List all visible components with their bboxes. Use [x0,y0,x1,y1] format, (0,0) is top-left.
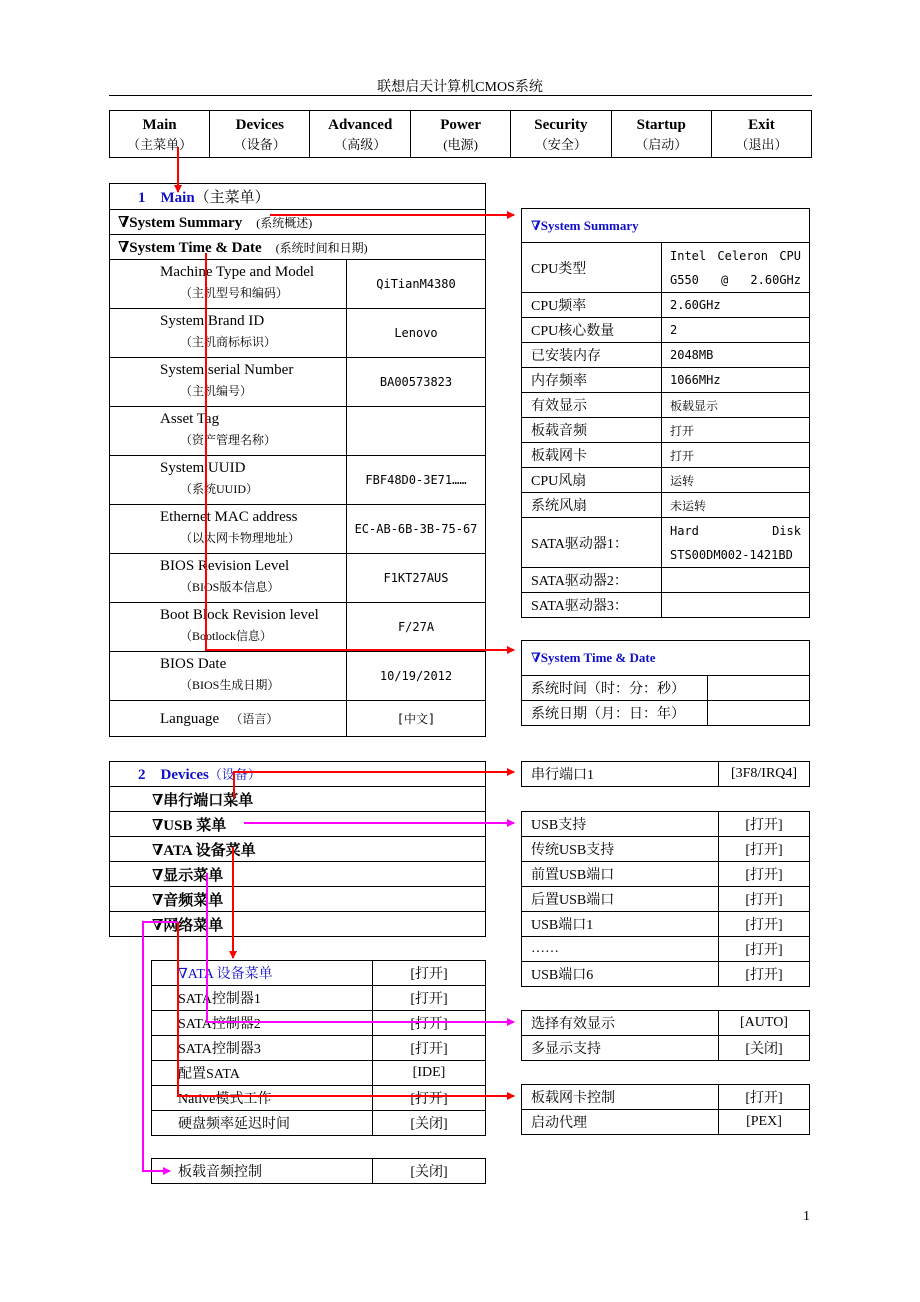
ata-key: SATA控制器3 [152,1036,373,1061]
info-title: System serial Number [160,362,294,378]
ata-value[interactable]: [打开] [373,986,486,1011]
serial-port-label: 串行端口1 [522,762,719,787]
sata1-value: Hard Disk STS00DM002-1421BD [662,518,810,568]
nav-tab-startup[interactable] [611,111,711,158]
summary-title: ∇System Summary [522,209,810,243]
info-title: Asset Tag [160,411,220,427]
language-cn: （语言） [230,711,279,726]
system-time-value[interactable] [708,676,810,701]
system-summary-item[interactable] [110,210,486,235]
nav-tab-exit[interactable] [711,111,811,158]
info-value: FBF48D0-3E71…… [347,456,486,505]
ata-value[interactable]: [IDE] [373,1061,486,1086]
nav-tab-security[interactable] [511,111,611,158]
nav-tab-main[interactable] [110,111,210,158]
audio-table [151,1158,486,1184]
language-label: Language [160,710,220,727]
display-value[interactable]: [AUTO] [719,1011,810,1036]
summary-key: CPU核心数量 [522,318,662,343]
summary-value: 打开 [662,443,810,468]
ata-value[interactable]: [打开] [373,1086,486,1111]
audio-key: 板载音频控制 [152,1159,373,1184]
info-cn: （BIOS生成日期） [180,678,280,692]
nav-label-cn: （安全） [534,137,587,152]
serial-port-value[interactable]: [3F8/IRQ4] [719,762,810,787]
nav-label: Main [142,117,177,133]
display-value[interactable]: [关闭] [719,1036,810,1061]
main-title-cn: （主菜单） [194,190,270,206]
ata-title: ∇ATA 设备菜单 [152,961,373,986]
display-table [521,1010,810,1061]
ata-table [151,960,486,1136]
info-cn: （资产管理名称） [180,433,277,447]
summary-key: CPU频率 [522,293,662,318]
summary-key: 已安装内存 [522,343,662,368]
cpu-type-label: CPU类型 [522,243,662,293]
language-value[interactable]: [中文] [347,701,486,737]
info-cn: （Bootlock信息） [180,629,272,643]
language-row[interactable] [110,701,486,737]
info-cn: （主机型号和编码） [180,286,289,300]
summary-value: 2.60GHz [662,293,810,318]
info-value: BA00573823 [347,358,486,407]
info-title: System Brand ID [160,313,265,329]
sata2-value [662,568,810,593]
usb-table [521,811,810,987]
nav-label-cn: （设备） [233,137,286,152]
summary-value: 2048MB [662,343,810,368]
ata-title-value[interactable]: [打开] [373,961,486,986]
devices-heading [110,762,486,787]
info-row [110,309,486,358]
sata2-label: SATA驱动器2： [522,568,662,593]
system-time-cn: (系统时间和日期) [275,240,368,255]
devices-num: 2 [138,767,146,783]
nav-table [109,110,812,158]
page-number: 1 [803,1209,810,1224]
network-key: 启动代理 [522,1110,719,1135]
system-time-label: 系统时间（时：分：秒） [522,676,708,701]
info-title: Boot Block Revision level [160,607,319,623]
info-value: EC-AB-6B-3B-75-67 [347,505,486,554]
ata-menu-item[interactable]: ∇ATA 设备菜单 [110,837,486,862]
nav-label: Security [534,117,588,133]
main-heading [110,184,486,210]
usb-value[interactable]: [打开] [719,962,810,987]
info-value: F/27A [347,603,486,652]
info-row [110,407,486,456]
system-summary-cn: (系统概述) [256,215,313,230]
ata-key: 配置SATA [152,1061,373,1086]
summary-key: CPU风扇 [522,468,662,493]
nav-label: Devices [235,117,284,133]
system-date-value[interactable] [708,701,810,726]
info-value: Lenovo [347,309,486,358]
display-key: 多显示支持 [522,1036,719,1061]
devices-menu-table [109,761,486,937]
display-key: 选择有效显示 [522,1011,719,1036]
sata3-value [662,593,810,618]
time-date-table [521,640,810,726]
nav-label-cn: （高级） [334,137,387,152]
usb-value[interactable]: [打开] [719,887,810,912]
ata-value[interactable]: [关闭] [373,1111,486,1136]
usb-value[interactable]: [打开] [719,912,810,937]
main-menu-table [109,183,486,737]
timedate-title: ∇System Time & Date [522,641,810,676]
usb-menu-item[interactable]: ∇USB 菜单 [110,812,486,837]
usb-value[interactable]: [打开] [719,862,810,887]
info-title: Ethernet MAC address [160,509,298,525]
info-value: 10/19/2012 [347,652,486,701]
system-time-label: ∇System Time & Date [118,239,262,256]
info-row [110,260,486,309]
system-summary-label: ∇System Summary [118,214,243,231]
summary-key: 内存频率 [522,368,662,393]
ata-key: Native模式工作 [152,1086,373,1111]
cpu-type-value: Intel Celeron CPU G550 @ 2.60GHz [662,243,810,293]
info-row [110,554,486,603]
nav-tab-devices[interactable] [210,111,310,158]
summary-key: 板载音频 [522,418,662,443]
summary-value: 运转 [662,468,810,493]
summary-value: 打开 [662,418,810,443]
display-menu-item[interactable]: ∇显示菜单 [110,862,486,887]
nav-label: Exit [748,117,775,133]
nav-label: Startup [636,117,686,133]
devices-title-cn: （设备） [208,767,261,782]
usb-value[interactable]: [打开] [719,812,810,837]
usb-value[interactable]: [打开] [719,837,810,862]
page-title: 联想启天计算机CMOS系统 [377,80,543,95]
summary-key: 有效显示 [522,393,662,418]
info-row [110,652,486,701]
ata-key: 硬盘频率延迟时间 [152,1111,373,1136]
network-table [521,1084,810,1135]
network-value[interactable]: [打开] [719,1085,810,1110]
ata-value[interactable]: [打开] [373,1011,486,1036]
info-row [110,505,486,554]
nav-label-cn: （启动） [635,137,688,152]
info-row [110,603,486,652]
audio-menu-item[interactable]: ∇音频菜单 [110,887,486,912]
summary-value: 板载显示 [662,393,810,418]
info-value [347,407,486,456]
info-value: F1KT27AUS [347,554,486,603]
serial-menu-item[interactable]: ∇串行端口菜单 [110,787,486,812]
main-title: Main [160,190,195,206]
nav-label: Power [440,117,481,133]
nav-label-cn: (电源) [443,137,478,152]
nav-label-cn: （主菜单） [127,137,193,152]
system-date-label: 系统日期（月：日：年） [522,701,708,726]
info-cn: （以太网卡物理地址） [180,531,301,545]
info-row [110,456,486,505]
ata-key: SATA控制器1 [152,986,373,1011]
devices-title: Devices [160,767,209,783]
serial-port-table [521,761,810,787]
usb-key: 后置USB端口 [522,887,719,912]
system-time-item[interactable] [110,235,486,260]
header-rule [109,95,812,96]
usb-key: …… [522,937,719,962]
main-num: 1 [138,190,146,206]
nav-tab-power[interactable] [410,111,510,158]
system-summary-table [521,208,810,618]
usb-key: USB支持 [522,812,719,837]
usb-key: 传统USB支持 [522,837,719,862]
nav-tab-advanced[interactable] [310,111,411,158]
info-cn: （主机编号） [180,384,253,398]
ata-value[interactable]: [打开] [373,1036,486,1061]
network-key: 板载网卡控制 [522,1085,719,1110]
nav-label: Advanced [328,117,393,133]
info-title: BIOS Date [160,656,227,672]
usb-key: USB端口1 [522,912,719,937]
usb-key: 前置USB端口 [522,862,719,887]
network-value[interactable]: [PEX] [719,1110,810,1135]
info-cn: （系统UUID） [180,482,258,496]
usb-key: USB端口6 [522,962,719,987]
sata1-label: SATA驱动器1： [522,518,662,568]
summary-value: 1066MHz [662,368,810,393]
nav-label-cn: （退出） [735,137,788,152]
info-title: System UUID [160,460,246,476]
info-value: QiTianM4380 [347,260,486,309]
sata3-label: SATA驱动器3： [522,593,662,618]
info-cn: （主机商标标识） [180,335,277,349]
info-row [110,358,486,407]
network-menu-item[interactable]: ∇网络菜单 [110,912,486,937]
info-title: Machine Type and Model [160,264,315,280]
info-title: BIOS Revision Level [160,558,290,574]
info-cn: （BIOS版本信息） [180,580,280,594]
summary-value: 2 [662,318,810,343]
usb-value[interactable]: [打开] [719,937,810,962]
ata-key: SATA控制器2 [152,1011,373,1036]
audio-value[interactable]: [关闭] [373,1159,486,1184]
summary-key: 板载网卡 [522,443,662,468]
summary-value: 未运转 [662,493,810,518]
summary-key: 系统风扇 [522,493,662,518]
